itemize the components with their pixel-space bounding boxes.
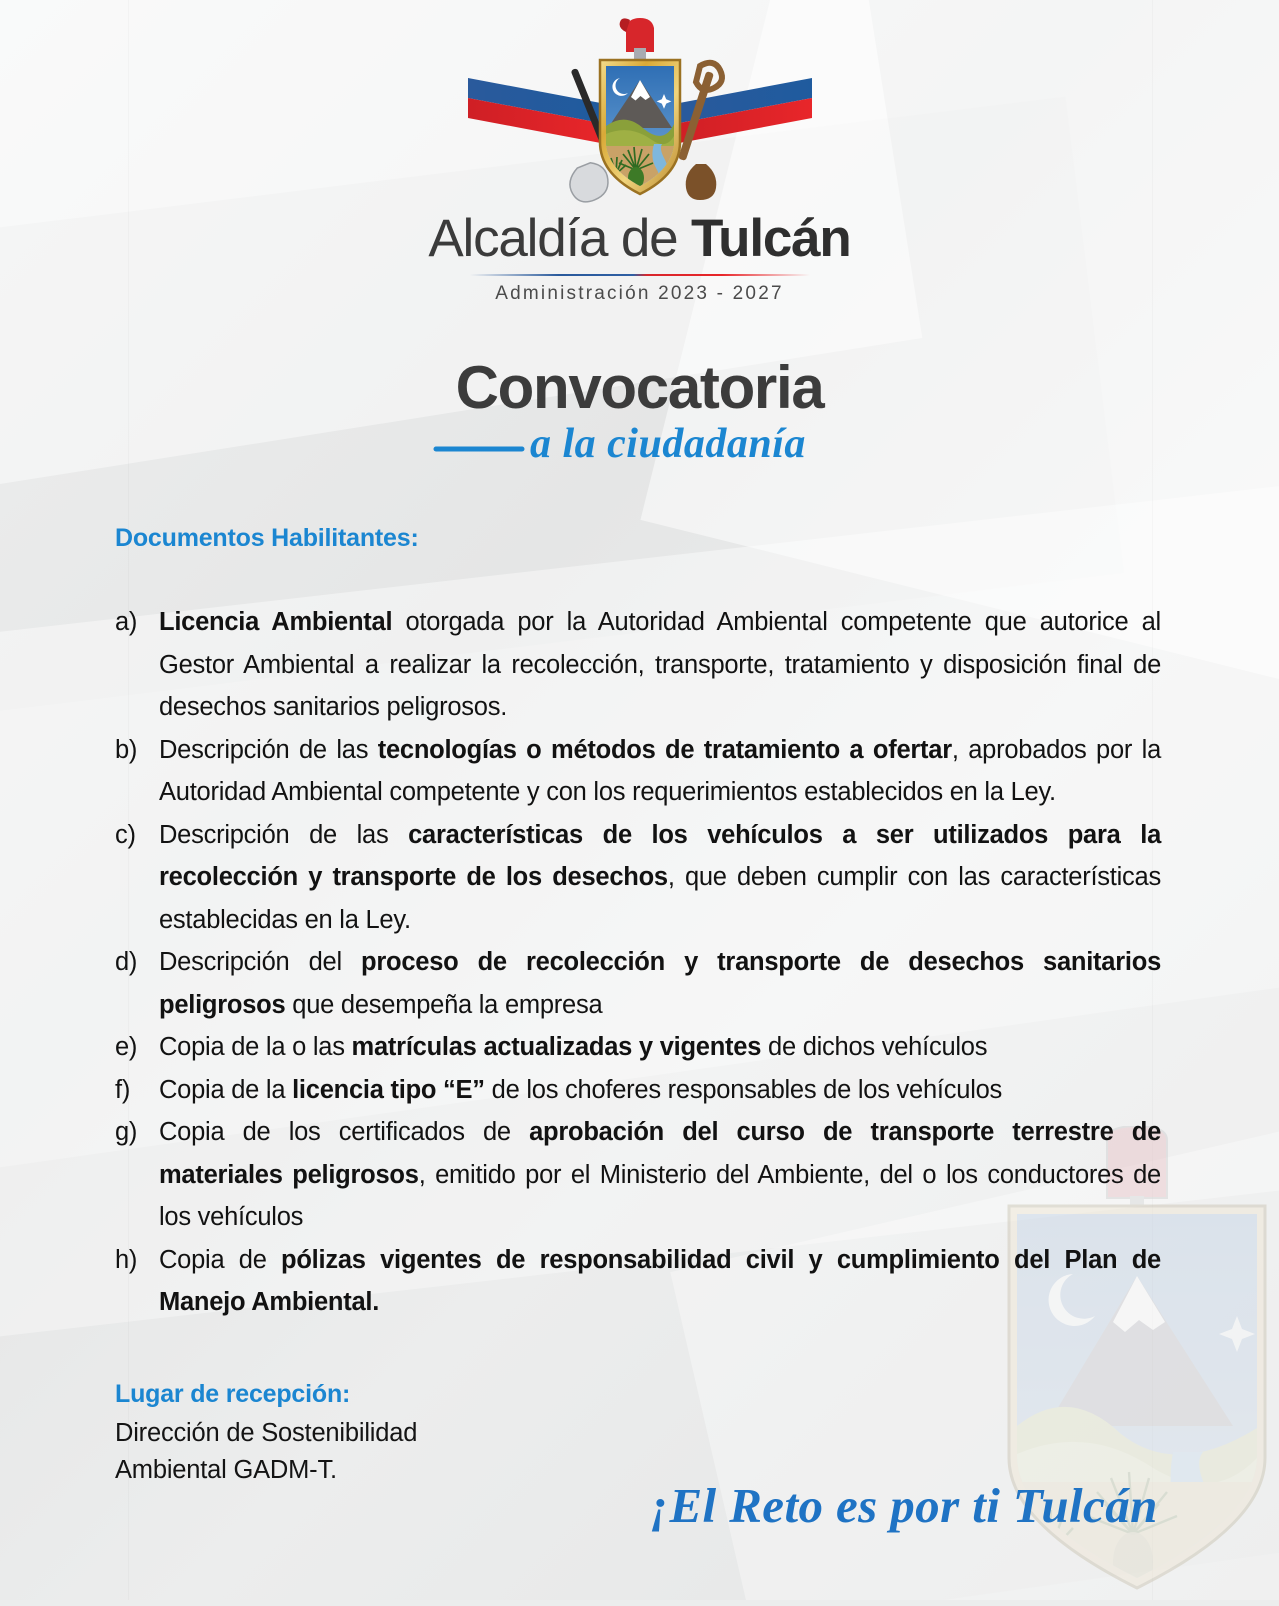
document-item-text: [159, 1239, 1161, 1324]
institution-logo: [0, 18, 1279, 305]
document-item-emphasis: Licencia Ambiental: [159, 608, 393, 636]
document-item-plain: de los choferes responsables de los vehículos: [484, 1075, 1003, 1104]
reception-address: [115, 1415, 635, 1489]
document-item: [115, 729, 1161, 814]
document-item-text: [159, 729, 1161, 814]
document-item-plain: otorgada por la Autoridad Ambiental competente que autorice al Gestor Ambiental a realizar la recolección, transporte, tratamiento y disposición final de desechos sanitarios peligrosos.: [159, 608, 1161, 721]
document-item-plain: que desempeña la empresa: [285, 990, 603, 1019]
document-item-text: [159, 1069, 1161, 1112]
document-item-text: [159, 1111, 1161, 1239]
document-item-text: [159, 601, 1161, 729]
document-item-marker: e): [115, 1033, 138, 1061]
reception-title: Lugar de recepción:: [115, 1380, 351, 1408]
document-item-plain: , emitido por el Ministerio del Ambiente, del o los conductores de los vehículos: [159, 1160, 1161, 1231]
crest-area: [0, 18, 1279, 214]
slogan: [650, 1440, 1170, 1560]
document-item: [115, 1026, 1161, 1069]
document-item-emphasis: matrículas actualizadas y vigentes: [351, 1033, 762, 1061]
document-item-emphasis: proceso de recolección y transporte de desechos sanitarios peligrosos: [159, 948, 1162, 1019]
document-item-text: [159, 814, 1161, 942]
document-item: [115, 1111, 1161, 1239]
document-item-emphasis: características de los vehículos a ser utilizados para la recolección y transporte de los desechos: [159, 820, 1161, 891]
brand-name-light: Alcaldía de: [428, 209, 691, 268]
document-item: [115, 1239, 1161, 1324]
document-item-marker: d): [115, 948, 138, 976]
document-item-text: [159, 941, 1161, 1026]
document-item: [115, 601, 1161, 729]
document-item-marker: f): [115, 1075, 131, 1104]
document-item-plain: Copia de: [159, 1245, 282, 1274]
document-item-marker: g): [115, 1118, 138, 1146]
slogan-area: [650, 1440, 1170, 1560]
document-item-plain: Copia de la: [159, 1075, 293, 1104]
document-item-emphasis: aprobación del curso de transporte terrestre de materiales peligrosos: [159, 1118, 1161, 1189]
document-item-emphasis: tecnologías o métodos de tratamiento a ofertar: [377, 735, 952, 764]
document-item-plain: Copia de los certificados de: [159, 1118, 530, 1146]
document-item: [115, 941, 1161, 1026]
document-item-plain: Descripción de las: [159, 820, 409, 849]
brand-name-bold: Tulcán: [690, 209, 851, 268]
document-item-plain: de dichos vehículos: [761, 1033, 988, 1061]
document-item-marker: h): [115, 1245, 138, 1274]
document-item-text: [159, 1026, 1161, 1069]
brand-name: [0, 209, 1279, 268]
document-item-emphasis: pólizas vigentes de responsabilidad civil y cumplimiento del Plan de Manejo Ambiental.: [159, 1245, 1161, 1316]
reception-section: [115, 1380, 635, 1489]
tulcan-coat-of-arms-icon: [410, 18, 870, 214]
poster-heading: [0, 354, 1279, 471]
document-item-plain: , que deben cumplir con las características establecidas en la Ley.: [159, 863, 1161, 934]
document-item-plain: Descripción de las: [159, 735, 378, 764]
document-item-plain: Descripción del: [159, 948, 362, 976]
document-item-plain: , aprobados por la Autoridad Ambiental competente y con los requerimientos establecidos en la Ley.: [159, 735, 1161, 806]
document-item-marker: a): [115, 608, 138, 636]
documents-section-title: Documentos Habilitantes:: [115, 524, 419, 552]
brand-divider: [470, 274, 810, 276]
reception-line-2: Ambiental GADM-T.: [115, 1456, 337, 1484]
document-item-plain: Copia de la o las: [159, 1033, 352, 1061]
documents-section: [115, 524, 1161, 1324]
page-subtitle: [430, 415, 850, 471]
documents-list: [115, 601, 1161, 1324]
document-item: [115, 1069, 1161, 1112]
page-subtitle-row: [0, 415, 1279, 471]
svg-text:¡El Reto es por ti Tulcán !: ¡El Reto es por ti Tulcán !: [650, 1478, 1170, 1533]
document-item-marker: c): [115, 820, 136, 849]
document-item-emphasis: licencia tipo “E”: [292, 1075, 485, 1104]
administration-period: Administración 2023 - 2027: [495, 283, 784, 304]
svg-text:a la ciudadanía: a la ciudadanía: [529, 421, 806, 467]
page-title: Convocatoria: [455, 354, 824, 421]
document-item: [115, 814, 1161, 942]
reception-line-1: Dirección de Sostenibilidad: [115, 1419, 418, 1447]
document-item-marker: b): [115, 735, 138, 764]
